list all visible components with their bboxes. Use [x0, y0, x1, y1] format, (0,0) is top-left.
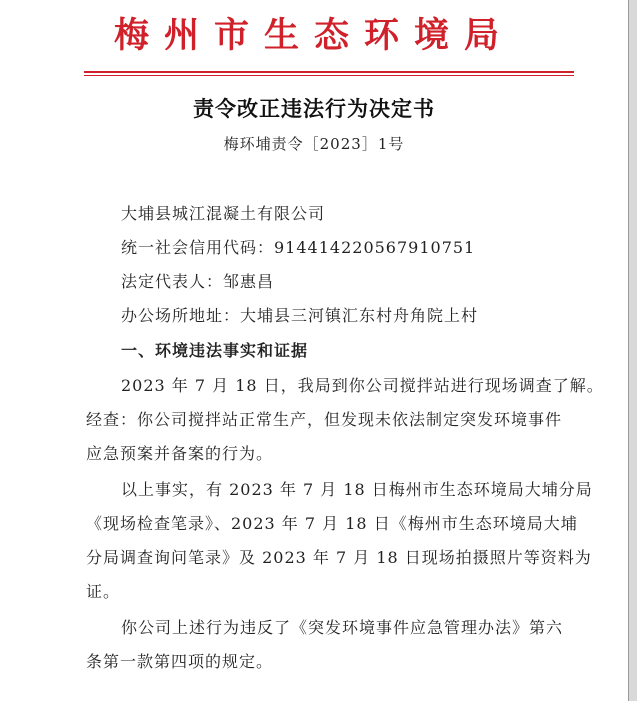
document-title: 责令改正违法行为决定书	[193, 96, 435, 121]
legal-representative: 法定代表人：邹惠昌	[121, 272, 275, 291]
header-red-rule-thin	[84, 75, 574, 76]
paragraph-line: 《现场检查笔录》、2023 年 7 月 18 日《梅州市生态环境局大埔	[86, 514, 578, 533]
company-name: 大埔县城江混凝土有限公司	[121, 204, 326, 223]
credit-code: 统一社会信用代码：914414220567910751	[121, 238, 476, 257]
paragraph-line: 2023 年 7 月 18 日，我局到你公司搅拌站进行现场调查了解。	[121, 376, 604, 395]
paragraph-line: 应急预案并备案的行为。	[86, 444, 274, 463]
document-number: 梅环埔责令［2023］1号	[223, 135, 405, 153]
paragraph-line: 你公司上述行为违反了《突发环境事件应急管理办法》第六	[121, 618, 564, 637]
paragraph-line: 经查：你公司搅拌站正常生产，但发现未依法制定突发环境事件	[86, 410, 563, 429]
paragraph-line: 分局调查询问笔录》及 2023 年 7 月 18 日现场拍摄照片等资料为	[86, 548, 592, 567]
office-address: 办公场所地址：大埔县三河镇汇东村舟角院上村	[121, 306, 479, 325]
header-red-rule	[84, 71, 574, 73]
paragraph-line: 以上事实，有 2023 年 7 月 18 日梅州市生态环境局大埔分局	[121, 480, 593, 499]
paragraph-line: 证。	[86, 582, 121, 601]
section-heading: 一、环境违法事实和证据	[121, 341, 309, 360]
issuing-authority-header: 梅州市生态环境局	[113, 15, 514, 56]
paragraph-line: 条第一款第四项的规定。	[86, 652, 274, 671]
